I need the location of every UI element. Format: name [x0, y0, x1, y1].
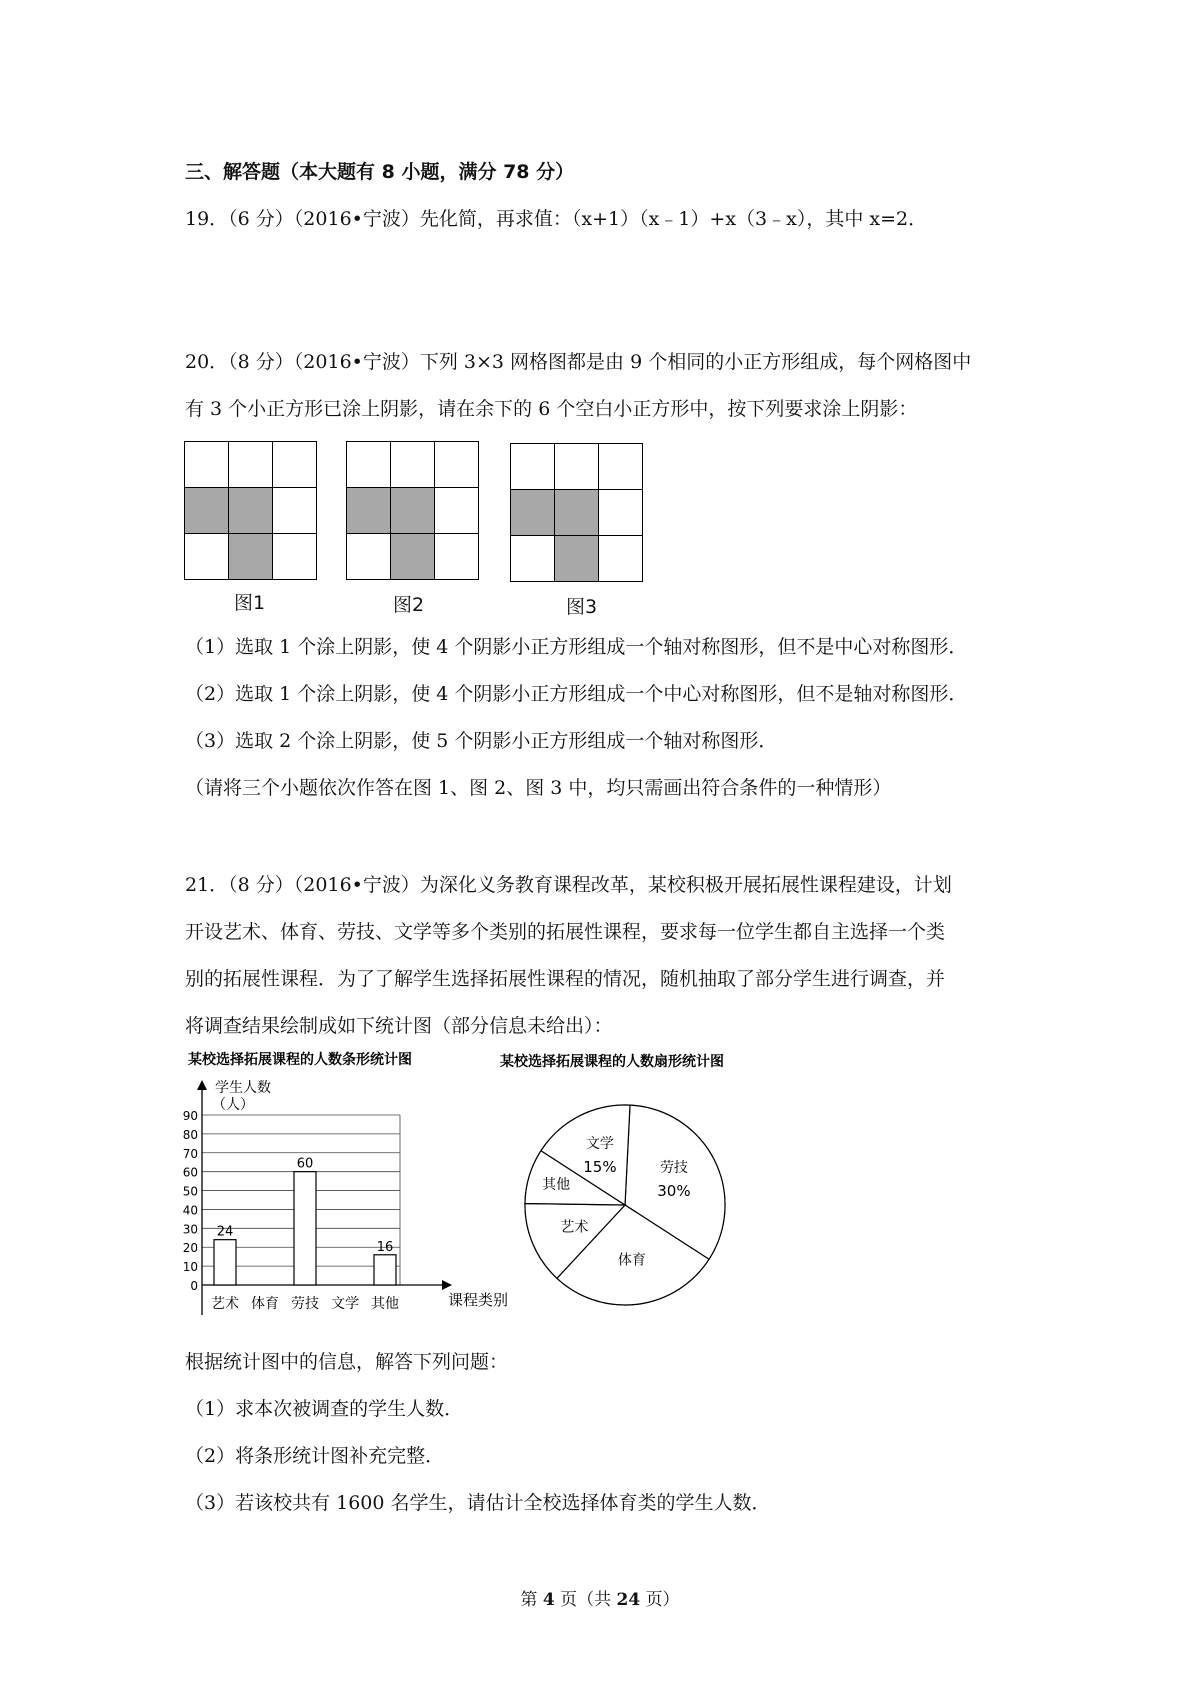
grid-figure-3[interactable]	[510, 443, 643, 582]
y-tick-label: 60	[182, 1165, 198, 1180]
bar-value-label: 24	[216, 1224, 234, 1240]
pie-chart	[495, 1042, 785, 1332]
question-20-sub3: （3）选取 2 个涂上阴影，使 5 个阴影小正方形组成一个轴对称图形．	[185, 730, 778, 752]
bar-chart-xlabel: 课程类别	[448, 1291, 509, 1309]
question-19: 19．（6 分）（2016•宁波）先化简，再求值：（x+1）（x﹣1）+x（3﹣x），其中 x=2．	[185, 208, 928, 230]
x-axis-arrow	[442, 1280, 452, 1290]
question-20-sub2: （2）选取 1 个涂上阴影，使 4 个阴影小正方形组成一个中心对称图形，但不是轴对称图形．	[185, 683, 968, 705]
bar-value-label: 16	[376, 1239, 394, 1255]
question-21-line2: 开设艺术、体育、劳技、文学等多个类别的拓展性课程，要求每一位学生都自主选择一个类	[185, 921, 946, 943]
bar-value-label: 60	[296, 1156, 314, 1172]
grid-figure-1[interactable]	[184, 441, 317, 580]
pie-slice-label: 文学	[585, 1136, 614, 1153]
question-21-line1: 21．（8 分）（2016•宁波）为深化义务教育课程改革，某校积极开展拓展性课程建设，计划	[185, 874, 952, 896]
question-20-sub1: （1）选取 1 个涂上阴影，使 4 个阴影小正方形组成一个轴对称图形，但不是中心对称图形．	[185, 636, 968, 658]
footer-total: 24	[616, 1590, 641, 1610]
bar	[374, 1255, 396, 1285]
pie-slice-label: 其他	[542, 1177, 571, 1194]
question-21-after: 根据统计图中的信息，解答下列问题：	[185, 1351, 509, 1373]
y-tick-label: 50	[182, 1184, 198, 1199]
question-21-sub1: （1）求本次被调查的学生人数．	[185, 1398, 464, 1420]
y-axis-arrow	[197, 1080, 207, 1090]
x-tick-label: 劳技	[291, 1296, 319, 1312]
y-tick-label: 0	[190, 1279, 198, 1293]
y-tick-label: 80	[182, 1127, 198, 1142]
footer-pre: 第	[520, 1590, 538, 1610]
question-21-sub2: （2）将条形统计图补充完整．	[185, 1445, 445, 1467]
section-title: 三、解答题（本大题有 8 小题，满分 78 分）	[185, 161, 575, 183]
y-tick-label: 20	[182, 1241, 198, 1256]
pie-slice-label: 体育	[617, 1252, 646, 1269]
pie-slice-percent: 15%	[583, 1158, 617, 1177]
y-tick-label: 30	[182, 1222, 198, 1237]
x-tick-label: 体育	[251, 1296, 279, 1312]
page-footer	[0, 1585, 1200, 1610]
bar	[294, 1172, 316, 1285]
pie-chart-title: 某校选择拓展课程的人数扇形统计图	[500, 1054, 724, 1070]
bar-chart	[180, 1042, 510, 1337]
bar-chart-ylabel-2: （人）	[212, 1097, 254, 1113]
question-20-line1: 20．（8 分）（2016•宁波）下列 3×3 网格图都是由 9 个相同的小正方形组成，每个网格图中	[185, 351, 972, 373]
footer-post: 页）	[645, 1590, 680, 1610]
footer-mid: 页（共	[560, 1590, 612, 1610]
figure-2-label: 图2	[393, 594, 425, 616]
x-tick-label: 其他	[371, 1296, 399, 1312]
y-tick-label: 90	[182, 1109, 198, 1123]
y-tick-label: 40	[182, 1203, 198, 1218]
grid-figure-2[interactable]	[346, 441, 479, 580]
question-20-line2: 有 3 个小正方形已涂上阴影，请在余下的 6 个空白小正方形中，按下列要求涂上阴影：	[185, 398, 918, 420]
bar-chart-ylabel-1: 学生人数	[215, 1080, 271, 1096]
figure-1-label: 图1	[234, 592, 266, 614]
footer-page: 4	[542, 1590, 555, 1610]
bar	[214, 1240, 236, 1285]
question-21-line4: 将调查结果绘制成如下统计图（部分信息未给出）：	[185, 1015, 613, 1037]
y-tick-label: 70	[182, 1146, 198, 1161]
y-tick-label: 10	[182, 1260, 198, 1275]
pie-slice-percent: 30%	[657, 1181, 691, 1200]
pie-slice-label: 劳技	[659, 1159, 688, 1176]
bar-chart-title: 某校选择拓展课程的人数条形统计图	[188, 1052, 412, 1068]
question-20-note: （请将三个小题依次作答在图 1、图 2、图 3 中，均只需画出符合条件的一种情形）	[185, 777, 892, 799]
x-tick-label: 文学	[331, 1296, 359, 1312]
figure-3-label: 图3	[566, 596, 598, 618]
pie-slice-label: 艺术	[560, 1219, 589, 1236]
x-tick-label: 艺术	[211, 1296, 239, 1312]
question-21-sub3: （3）若该校共有 1600 名学生，请估计全校选择体育类的学生人数．	[185, 1492, 771, 1514]
question-21-line3: 别的拓展性课程．为了了解学生选择拓展性课程的情况，随机抽取了部分学生进行调查，并	[185, 968, 946, 990]
